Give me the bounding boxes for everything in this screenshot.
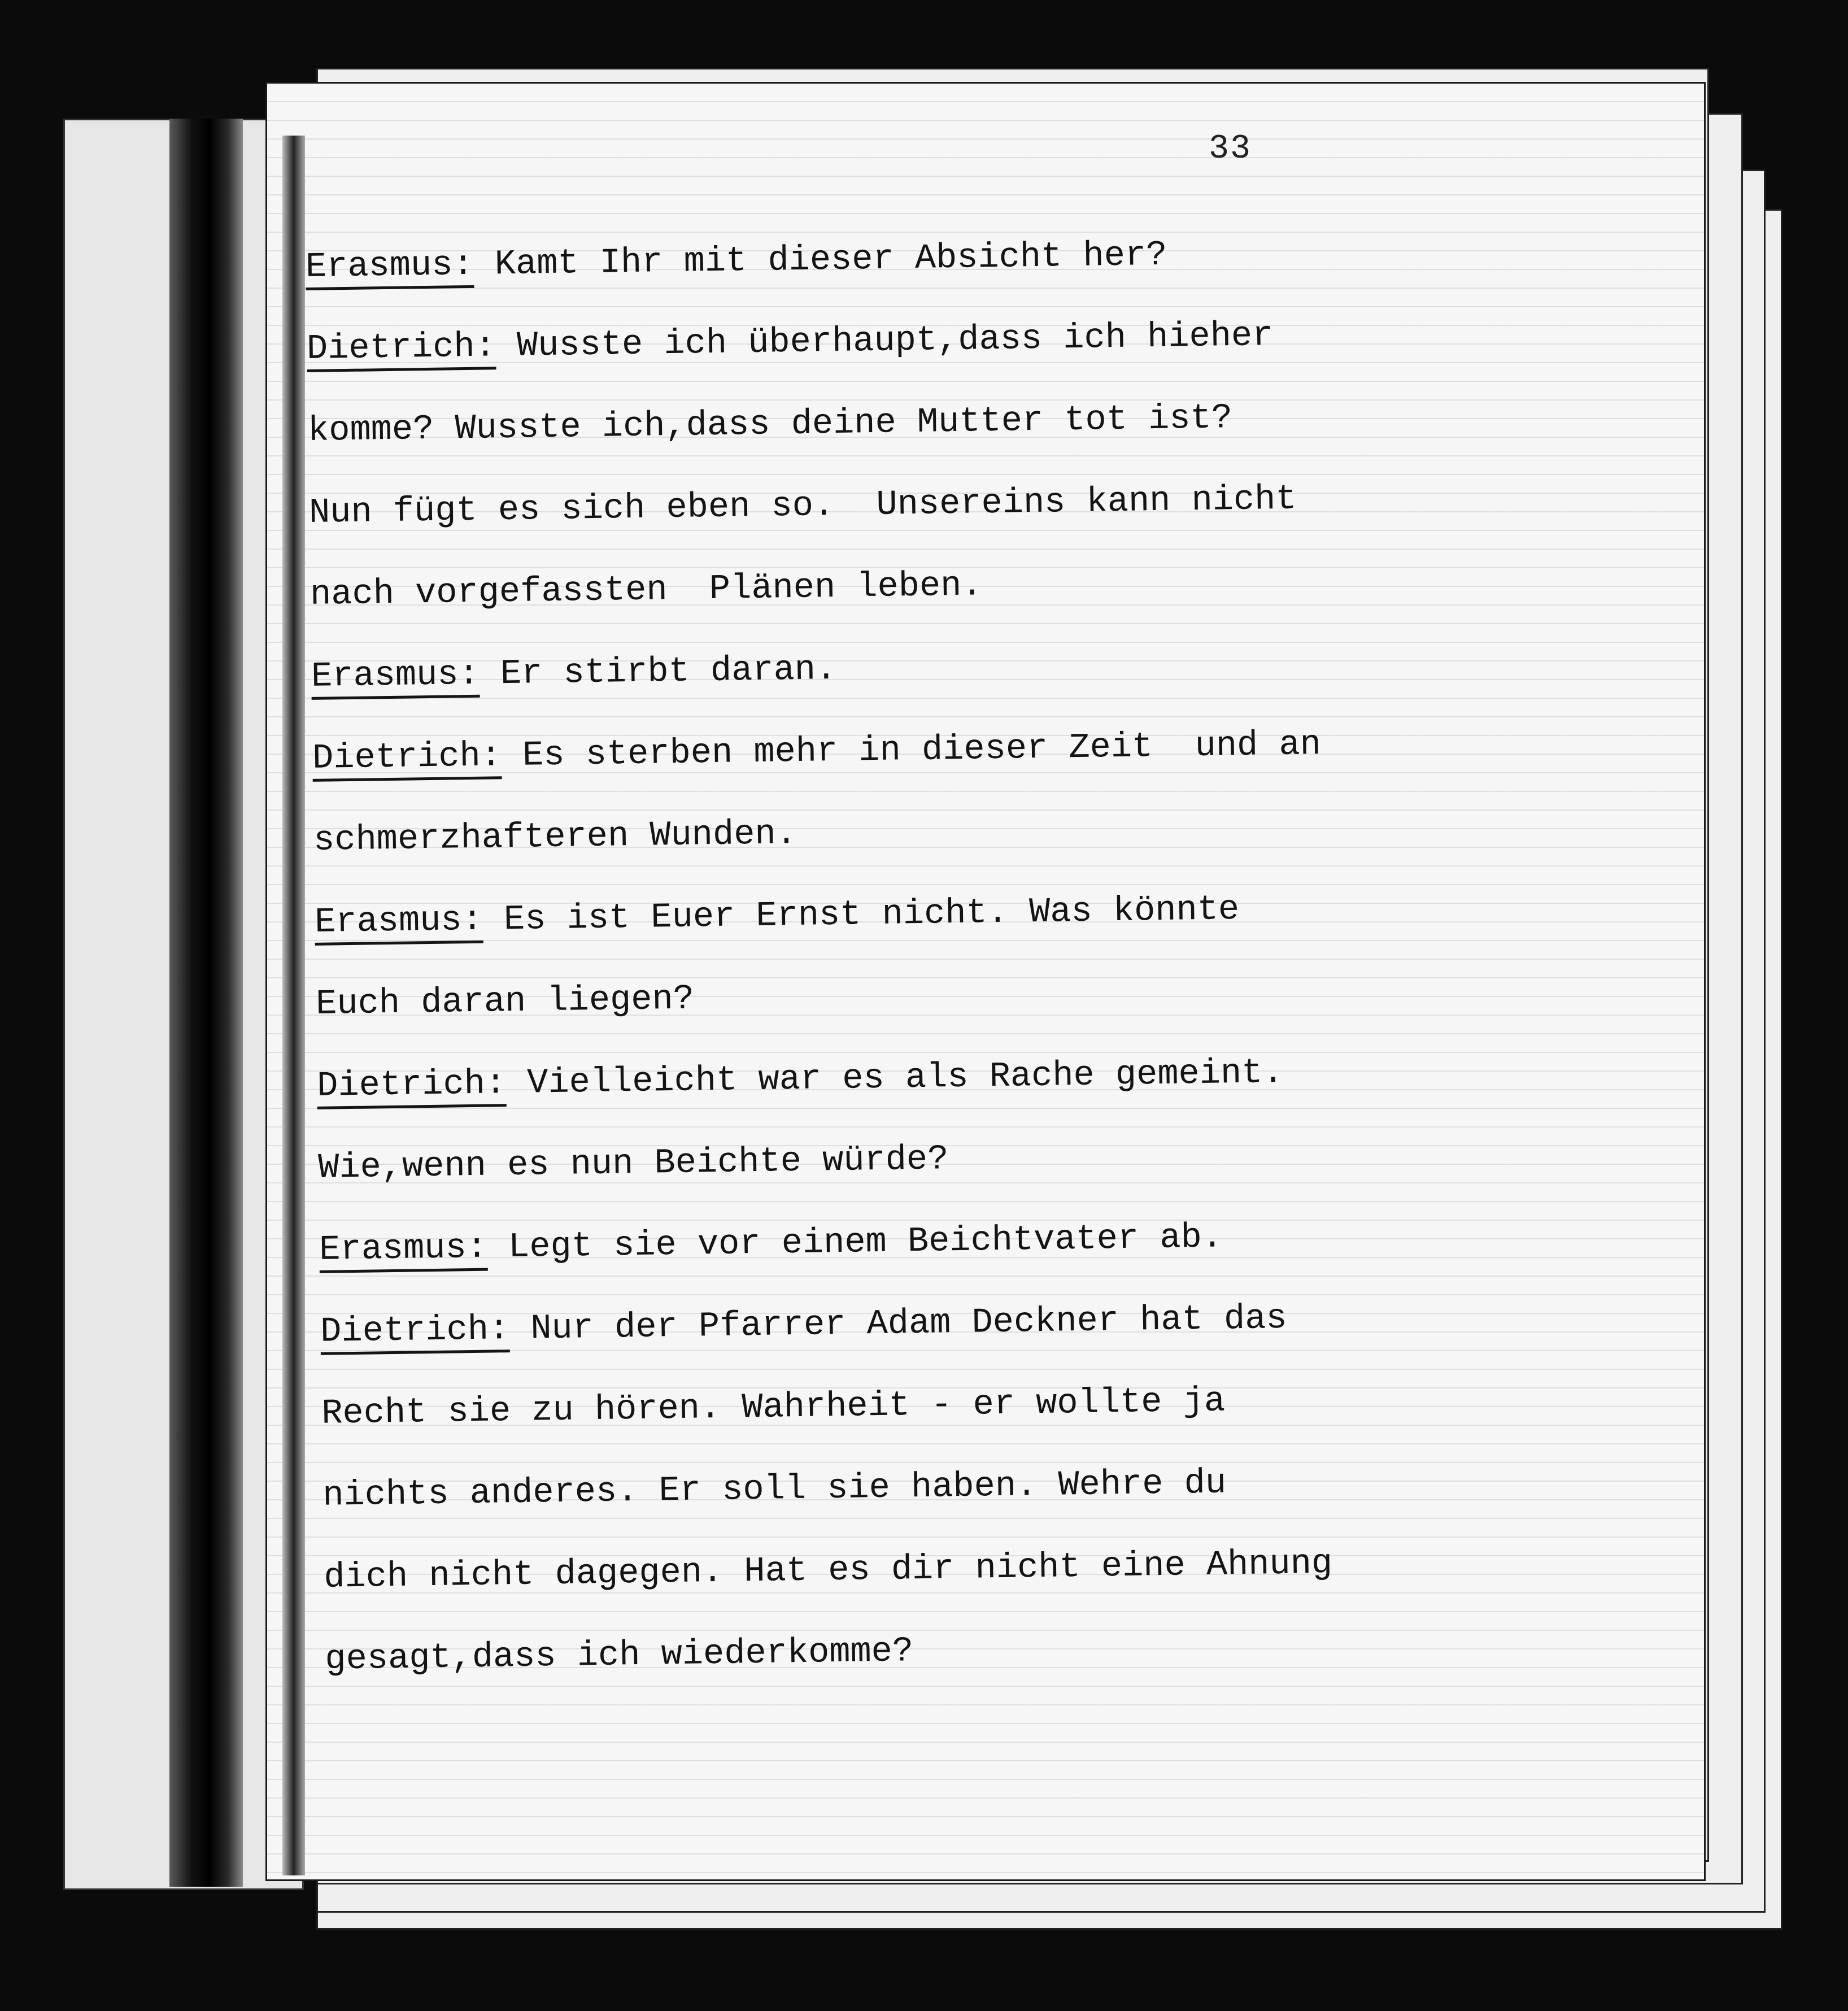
dialogue-text: Es sterben mehr in dieser Zeit und an (501, 724, 1322, 776)
dialogue-text: schmerzhafteren Wunden. (313, 813, 797, 860)
dialogue-text: Nun fügt es sich eben so. Unsereins kann nicht (308, 478, 1297, 533)
dialogue-text: Vielleicht war es als Rache gemeint. (505, 1052, 1284, 1104)
dialogue-text: komme? Wusste ich,dass deine Mutter tot ist? (307, 398, 1233, 451)
dialogue-text: Nur der Pfarrer Adam Deckner hat das (509, 1298, 1288, 1350)
dialogue-text: Er stirbt daran. (479, 648, 837, 694)
dialogue-text: Wie,wenn es nun Beichte würde? (317, 1139, 949, 1188)
speaker-name: Erasmus: (315, 900, 483, 946)
speaker-name: Erasmus: (319, 1228, 488, 1273)
dialogue-text: nichts anderes. Er soll sie haben. Wehre du (322, 1462, 1227, 1516)
binding-shadow (169, 119, 243, 1887)
dialogue-text: Wusste ich überhaupt,dass ich hieher (495, 315, 1274, 367)
dialogue-text: Kamt Ihr mit dieser Absicht her? (473, 234, 1167, 285)
speaker-name: Dietrich: (307, 326, 496, 372)
speaker-name: Dietrich: (312, 735, 502, 782)
dialogue-text: Recht sie zu hören. Wahrheit - er wollte ja (321, 1381, 1226, 1434)
dialogue-text: Es ist Euer Ernst nicht. Was könnte (482, 889, 1240, 940)
dialogue-text: gesagt,dass ich wiederkomme? (324, 1631, 914, 1679)
speaker-name: Erasmus: (306, 245, 474, 290)
script-text (305, 207, 1692, 1700)
dialogue-text: Legt sie vor einem Beichtvater ab. (487, 1217, 1223, 1268)
speaker-name: Erasmus: (311, 654, 480, 700)
page-crease (282, 136, 305, 1875)
dialogue-text: dich nicht dagegen. Hat es dir nicht eine Ahnung (323, 1543, 1333, 1598)
dialogue-text: Euch daran liegen? (315, 978, 695, 1024)
speaker-name: Dietrich: (317, 1063, 507, 1109)
speaker-name: Dietrich: (320, 1309, 510, 1355)
dialogue-text: nach vorgefassten Plänen leben. (310, 565, 983, 615)
page-number: 33 (1209, 130, 1252, 168)
